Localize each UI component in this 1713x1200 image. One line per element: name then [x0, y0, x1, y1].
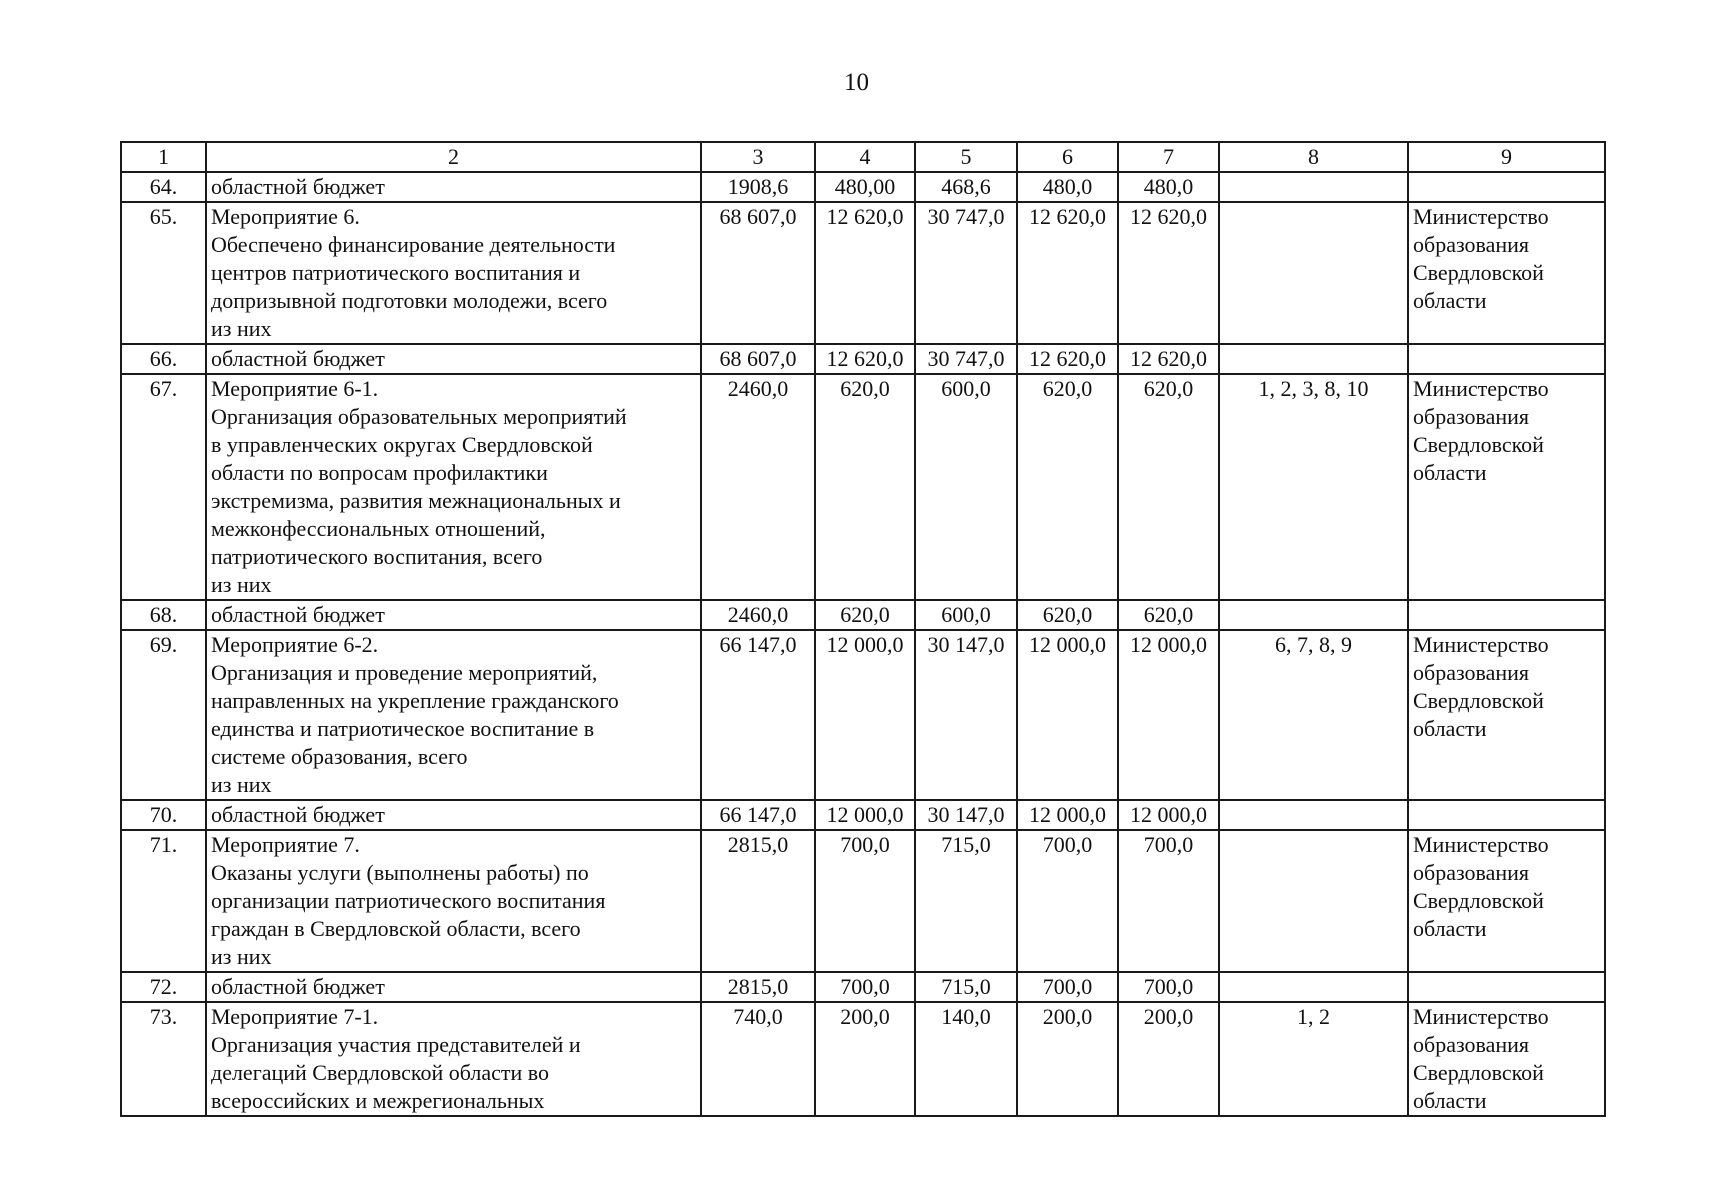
column-number-cell: 1: [121, 142, 206, 172]
indicator-numbers-cell: [1219, 600, 1408, 630]
description-line: делегаций Свердловской области во: [211, 1060, 550, 1085]
row-number-cell: 72.: [121, 972, 206, 1002]
amount-cell-6: 12 620,0: [1017, 344, 1118, 374]
executor-line: области: [1413, 460, 1487, 485]
amount-cell-7: 700,0: [1118, 830, 1219, 972]
amount-cell-4: 12 000,0: [815, 800, 915, 830]
amount-cell-4: 12 620,0: [815, 202, 915, 344]
amount-cell-7: 620,0: [1118, 374, 1219, 600]
amount-cell-4: 700,0: [815, 972, 915, 1002]
executor-line: Министерство: [1413, 632, 1549, 657]
description-line: в управленческих округах Свердловской: [211, 432, 593, 457]
row-number-cell: 69.: [121, 630, 206, 800]
responsible-executor-cell: [1408, 374, 1605, 600]
description-line: граждан в Свердловской области, всего: [211, 916, 581, 941]
column-number-cell: 3: [701, 142, 815, 172]
description-line: направленных на укрепление гражданского: [211, 688, 619, 713]
description-line: системе образования, всего: [211, 744, 468, 769]
description-cell: [206, 172, 701, 202]
responsible-executor-cell: [1408, 172, 1605, 202]
executor-line: Свердловской: [1413, 888, 1544, 913]
executor-line: Свердловской: [1413, 688, 1544, 713]
executor-line: образования: [1413, 860, 1530, 885]
description-line: областной бюджет: [211, 802, 385, 827]
description-line: из них: [211, 772, 272, 797]
table-row: [121, 202, 1605, 344]
indicator-numbers-cell: [1219, 972, 1408, 1002]
indicator-numbers-cell: [1219, 202, 1408, 344]
amount-cell-5: 600,0: [915, 374, 1017, 600]
indicator-numbers-cell: [1219, 172, 1408, 202]
amount-cell-7: 12 000,0: [1118, 800, 1219, 830]
responsible-executor-cell: [1408, 600, 1605, 630]
amount-cell-3: 2460,0: [701, 600, 815, 630]
amount-cell-3: 740,0: [701, 1002, 815, 1116]
table-row: [121, 1002, 1605, 1116]
row-number-cell: 70.: [121, 800, 206, 830]
indicator-numbers-cell: [1219, 800, 1408, 830]
description-cell: [206, 630, 701, 800]
description-line: областной бюджет: [211, 974, 385, 999]
responsible-executor-cell: [1408, 800, 1605, 830]
amount-cell-3: 68 607,0: [701, 344, 815, 374]
indicator-numbers-cell: 1, 2, 3, 8, 10: [1219, 374, 1408, 600]
amount-cell-5: 715,0: [915, 972, 1017, 1002]
responsible-executor-cell: [1408, 630, 1605, 800]
executor-line: области: [1413, 716, 1487, 741]
amount-cell-7: 12 620,0: [1118, 202, 1219, 344]
description-line: областной бюджет: [211, 602, 385, 627]
amount-cell-6: 12 620,0: [1017, 202, 1118, 344]
amount-cell-5: 715,0: [915, 830, 1017, 972]
description-line: межконфессиональных отношений,: [211, 516, 546, 541]
amount-cell-6: 12 000,0: [1017, 800, 1118, 830]
description-cell: [206, 972, 701, 1002]
description-line: Мероприятие 6-2.: [211, 632, 379, 657]
table-row: [121, 172, 1605, 202]
row-number-cell: 73.: [121, 1002, 206, 1116]
amount-cell-7: 480,0: [1118, 172, 1219, 202]
responsible-executor-cell: [1408, 344, 1605, 374]
amount-cell-6: 620,0: [1017, 374, 1118, 600]
table-row: [121, 830, 1605, 972]
column-number-cell: 6: [1017, 142, 1118, 172]
column-number-cell: 9: [1408, 142, 1605, 172]
row-number-cell: 65.: [121, 202, 206, 344]
amount-cell-3: 2815,0: [701, 830, 815, 972]
amount-cell-3: 2460,0: [701, 374, 815, 600]
amount-cell-4: 620,0: [815, 374, 915, 600]
amount-cell-6: 200,0: [1017, 1002, 1118, 1116]
description-cell: [206, 202, 701, 344]
amount-cell-7: 200,0: [1118, 1002, 1219, 1116]
description-line: из них: [211, 944, 272, 969]
executor-line: образования: [1413, 232, 1530, 257]
amount-cell-6: 12 000,0: [1017, 630, 1118, 800]
responsible-executor-cell: [1408, 202, 1605, 344]
executor-line: области: [1413, 288, 1487, 313]
description-line: Мероприятие 7-1.: [211, 1004, 379, 1029]
table-row: [121, 630, 1605, 800]
executor-line: Свердловской: [1413, 432, 1544, 457]
description-cell: [206, 374, 701, 600]
column-number-cell: 8: [1219, 142, 1408, 172]
description-line: Организация образовательных мероприятий: [211, 404, 627, 429]
amount-cell-7: 700,0: [1118, 972, 1219, 1002]
description-line: из них: [211, 572, 272, 597]
description-line: областной бюджет: [211, 174, 385, 199]
description-line: патриотического воспитания, всего: [211, 544, 543, 569]
description-cell: [206, 600, 701, 630]
amount-cell-4: 480,00: [815, 172, 915, 202]
amount-cell-4: 620,0: [815, 600, 915, 630]
responsible-executor-cell: [1408, 972, 1605, 1002]
description-cell: [206, 1002, 701, 1116]
description-cell: [206, 830, 701, 972]
responsible-executor-cell: [1408, 830, 1605, 972]
description-line: областной бюджет: [211, 346, 385, 371]
page-number: 10: [844, 69, 869, 96]
description-cell: [206, 800, 701, 830]
executor-line: Свердловской: [1413, 260, 1544, 285]
description-line: Мероприятие 6.: [211, 204, 360, 229]
amount-cell-5: 600,0: [915, 600, 1017, 630]
description-line: Обеспечено финансирование деятельности: [211, 232, 616, 257]
executor-line: образования: [1413, 660, 1530, 685]
table-row: [121, 972, 1605, 1002]
description-line: центров патриотического воспитания и: [211, 260, 581, 285]
amount-cell-4: 12 000,0: [815, 630, 915, 800]
amount-cell-6: 700,0: [1017, 830, 1118, 972]
amount-cell-5: 140,0: [915, 1002, 1017, 1116]
column-number-cell: 2: [206, 142, 701, 172]
executor-line: Министерство: [1413, 832, 1549, 857]
executor-line: образования: [1413, 1032, 1530, 1057]
responsible-executor-cell: [1408, 1002, 1605, 1116]
executor-line: Министерство: [1413, 1004, 1549, 1029]
description-cell: [206, 344, 701, 374]
description-line: Мероприятие 7.: [211, 832, 360, 857]
table-row: [121, 800, 1605, 830]
amount-cell-3: 66 147,0: [701, 630, 815, 800]
executor-line: образования: [1413, 404, 1530, 429]
indicator-numbers-cell: 6, 7, 8, 9: [1219, 630, 1408, 800]
table-row: [121, 374, 1605, 600]
row-number-cell: 68.: [121, 600, 206, 630]
column-number-row: [121, 142, 1605, 172]
executor-line: Министерство: [1413, 376, 1549, 401]
table-row: [121, 600, 1605, 630]
row-number-cell: 67.: [121, 374, 206, 600]
amount-cell-5: 30 147,0: [915, 630, 1017, 800]
column-number-cell: 5: [915, 142, 1017, 172]
row-number-cell: 64.: [121, 172, 206, 202]
description-line: организации патриотического воспитания: [211, 888, 606, 913]
amount-cell-3: 1908,6: [701, 172, 815, 202]
amount-cell-4: 700,0: [815, 830, 915, 972]
description-line: Мероприятие 6-1.: [211, 376, 379, 401]
amount-cell-7: 12 620,0: [1118, 344, 1219, 374]
indicator-numbers-cell: [1219, 830, 1408, 972]
amount-cell-3: 2815,0: [701, 972, 815, 1002]
description-line: Организация участия представителей и: [211, 1032, 581, 1057]
table-row: [121, 344, 1605, 374]
amount-cell-6: 480,0: [1017, 172, 1118, 202]
executor-line: Министерство: [1413, 204, 1549, 229]
amount-cell-5: 30 747,0: [915, 344, 1017, 374]
row-number-cell: 66.: [121, 344, 206, 374]
description-line: всероссийских и межрегиональных: [211, 1088, 545, 1113]
budget-table: [120, 141, 1606, 1117]
amount-cell-7: 620,0: [1118, 600, 1219, 630]
column-number-cell: 7: [1118, 142, 1219, 172]
amount-cell-6: 700,0: [1017, 972, 1118, 1002]
description-line: области по вопросам профилактики: [211, 460, 548, 485]
executor-line: Свердловской: [1413, 1060, 1544, 1085]
indicator-numbers-cell: [1219, 344, 1408, 374]
amount-cell-3: 68 607,0: [701, 202, 815, 344]
indicator-numbers-cell: 1, 2: [1219, 1002, 1408, 1116]
description-line: допризывной подготовки молодежи, всего: [211, 288, 608, 313]
row-number-cell: 71.: [121, 830, 206, 972]
amount-cell-5: 30 147,0: [915, 800, 1017, 830]
executor-line: области: [1413, 916, 1487, 941]
amount-cell-3: 66 147,0: [701, 800, 815, 830]
description-line: Организация и проведение мероприятий,: [211, 660, 598, 685]
description-line: из них: [211, 316, 272, 341]
description-line: экстремизма, развития межнациональных и: [211, 488, 621, 513]
description-line: единства и патриотическое воспитание в: [211, 716, 595, 741]
column-number-cell: 4: [815, 142, 915, 172]
amount-cell-5: 468,6: [915, 172, 1017, 202]
description-line: Оказаны услуги (выполнены работы) по: [211, 860, 589, 885]
amount-cell-4: 12 620,0: [815, 344, 915, 374]
amount-cell-5: 30 747,0: [915, 202, 1017, 344]
amount-cell-4: 200,0: [815, 1002, 915, 1116]
executor-line: области: [1413, 1088, 1487, 1113]
amount-cell-7: 12 000,0: [1118, 630, 1219, 800]
amount-cell-6: 620,0: [1017, 600, 1118, 630]
